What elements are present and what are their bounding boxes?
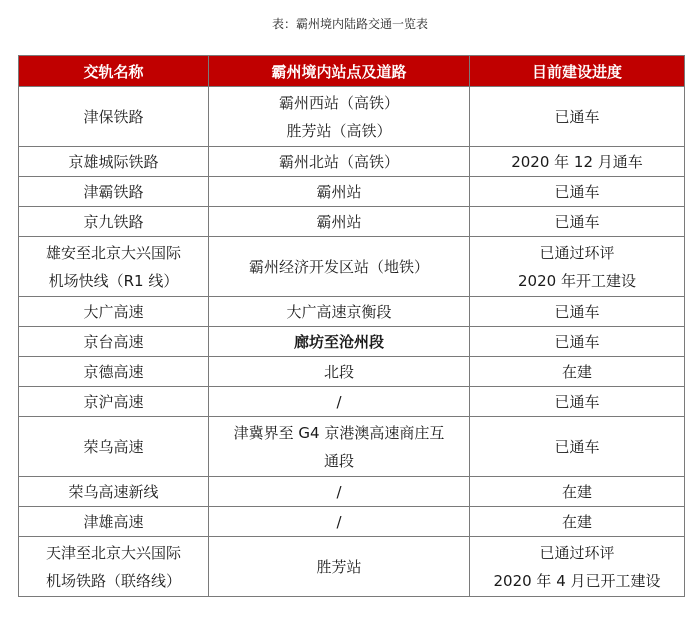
cell-line: 已通车 (554, 212, 600, 231)
cell-line: 天津至北京大兴国际 (45, 543, 181, 562)
cell-line: 2020 年 12 月通车 (511, 152, 643, 171)
stations-cell (209, 477, 470, 507)
progress-cell (470, 87, 685, 147)
progress-cell (470, 177, 685, 207)
cell-line: 霸州北站（高铁） (278, 152, 399, 171)
header-route-name: 交轨名称 (19, 56, 209, 87)
progress-cell (470, 207, 685, 237)
route-name-cell (19, 327, 209, 357)
route-name-cell (19, 177, 209, 207)
route-name-cell (19, 417, 209, 477)
stations-cell (209, 327, 470, 357)
cell-line: 已通车 (554, 182, 600, 201)
cell-line: / (336, 482, 342, 501)
cell-line: 京台高速 (83, 332, 144, 351)
cell-line: 津冀界至 G4 京港澳高速商庄互 (233, 423, 445, 442)
table-row (19, 87, 685, 147)
progress-cell (470, 357, 685, 387)
header-stations-roads: 霸州境内站点及道路 (209, 56, 470, 87)
cell-line: 通段 (323, 451, 354, 470)
cell-line: / (336, 512, 342, 531)
progress-cell (470, 237, 685, 297)
cell-line: 霸州站 (316, 212, 362, 231)
cell-line: 廊坊至沧州段 (293, 332, 384, 351)
cell-line: 津霸铁路 (83, 182, 144, 201)
table-row (19, 477, 685, 507)
route-name-cell (19, 537, 209, 597)
cell-line: 胜芳站（高铁） (286, 121, 392, 140)
table-row (19, 327, 685, 357)
cell-line: 北段 (323, 362, 354, 381)
cell-line: 津雄高速 (83, 512, 144, 531)
progress-cell (470, 417, 685, 477)
route-name-cell (19, 87, 209, 147)
cell-line: 京雄城际铁路 (68, 152, 159, 171)
cell-line: 津保铁路 (83, 107, 144, 126)
cell-line: 京沪高速 (83, 392, 144, 411)
table-row (19, 297, 685, 327)
progress-cell (470, 327, 685, 357)
transport-table (18, 55, 685, 597)
table-header-row (19, 56, 685, 87)
table-caption: 表：霸州境内陆路交通一览表 (271, 17, 428, 31)
cell-line: 在建 (561, 362, 592, 381)
cell-line: 霸州站 (316, 182, 362, 201)
cell-line: 京九铁路 (83, 212, 144, 231)
cell-line: 机场快线（R1 线） (48, 271, 179, 290)
route-name-cell (19, 507, 209, 537)
stations-cell (209, 357, 470, 387)
stations-cell (209, 207, 470, 237)
cell-line: 2020 年 4 月已开工建设 (493, 571, 661, 590)
cell-line: 大广高速 (83, 302, 144, 321)
cell-line: 已通车 (554, 437, 600, 456)
stations-cell (209, 237, 470, 297)
table-row (19, 357, 685, 387)
table-row (19, 387, 685, 417)
cell-line: 已通过环评 (539, 543, 615, 562)
route-name-cell (19, 237, 209, 297)
stations-cell (209, 87, 470, 147)
stations-cell (209, 387, 470, 417)
route-name-cell (19, 357, 209, 387)
cell-line: 机场铁路（联络线） (45, 571, 181, 590)
table-row (19, 237, 685, 297)
progress-cell (470, 297, 685, 327)
cell-line: 在建 (561, 482, 592, 501)
cell-line: 大广高速京衡段 (286, 302, 392, 321)
cell-line: / (336, 392, 342, 411)
route-name-cell (19, 297, 209, 327)
table-row (19, 177, 685, 207)
cell-line: 荣乌高速 (83, 437, 144, 456)
table-row (19, 537, 685, 597)
stations-cell (209, 537, 470, 597)
table-row (19, 417, 685, 477)
cell-line: 胜芳站 (316, 557, 362, 576)
cell-line: 已通车 (554, 107, 600, 126)
stations-cell (209, 177, 470, 207)
stations-cell (209, 417, 470, 477)
cell-line: 荣乌高速新线 (68, 482, 159, 501)
table-row (19, 147, 685, 177)
cell-line: 2020 年开工建设 (518, 271, 636, 290)
stations-cell (209, 147, 470, 177)
route-name-cell (19, 207, 209, 237)
progress-cell (470, 537, 685, 597)
cell-line: 雄安至北京大兴国际 (45, 243, 181, 262)
cell-line: 在建 (561, 512, 592, 531)
stations-cell (209, 297, 470, 327)
cell-line: 霸州西站（高铁） (278, 93, 399, 112)
route-name-cell (19, 387, 209, 417)
cell-line: 京德高速 (83, 362, 144, 381)
cell-line: 已通车 (554, 332, 600, 351)
cell-line: 已通过环评 (539, 243, 615, 262)
progress-cell (470, 477, 685, 507)
cell-line: 已通车 (554, 302, 600, 321)
table-row (19, 507, 685, 537)
route-name-cell (19, 477, 209, 507)
route-name-cell (19, 147, 209, 177)
header-construction-progress: 目前建设进度 (470, 56, 685, 87)
progress-cell (470, 507, 685, 537)
progress-cell (470, 387, 685, 417)
cell-line: 霸州经济开发区站（地铁） (248, 257, 429, 276)
progress-cell (470, 147, 685, 177)
cell-line: 已通车 (554, 392, 600, 411)
table-row (19, 207, 685, 237)
stations-cell (209, 507, 470, 537)
